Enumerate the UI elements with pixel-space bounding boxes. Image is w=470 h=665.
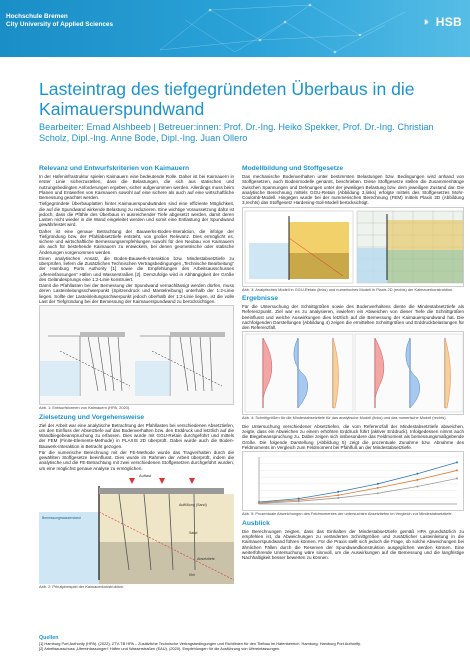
paragraph: Damit die Pfahllasten bei der Bemessung der Spundwand vernachlässigt werden dürfen, muss deren Lasteinleitungsschwerpunkt (Spitzendruck und Mantelreibung) unterhalb der 1:2-Linie liegen. Sollte der Lasteinleitungsschwerpunkt jedoch oberhalb der 1:2-Linie liegen, ist die volle Last der Tiefgründung bei der Bemessung der Kaimauerspundwand zu berücksichtigen. bbox=[39, 283, 234, 304]
references bbox=[39, 635, 464, 651]
institution-line1: Hochschule Bremen bbox=[6, 13, 68, 20]
heading-zielsetzung: Zielsetzung und Vorgehensweise bbox=[39, 413, 145, 421]
series-point-0 bbox=[416, 473, 418, 475]
series-point-2 bbox=[416, 486, 418, 488]
heading-relevanz: Relevanz und Entwurfskriterien von Kaimauern bbox=[39, 165, 190, 172]
figure2-caption: Abb. 2: Prinzipbeispiel der Kaimauerkonstruktion. bbox=[39, 583, 124, 589]
paragraph: Die Untersuchung verschiedener Absetztiefen, die vom Referenzfall der Mindestabsetztiefe abweichen, zeigte, dass ein Abweichen zu einem erhöhten Erddruck führt (aktiver Erddruck). Infolgedessen nimmt auch die Biegebeanspruchung zu. Dabei zeigen sich insbesondere das Feldmoment als bemessungsmaßgebende Größe. Die folgende Darstellung (Abbildung 5) zeigt die prozentuale Zunahme bzw. Abnahme des Feldmoments im Vergleich zum Feldmoment bei Pfahlfuß an der Mindestabsetztiefe. bbox=[242, 423, 464, 450]
figure5-caption: Abb. 5: Prozentuale Abweichungen des Feldmomentes der untersuchten Absetztiefen im Vergleich zur Mindestabsetztiefe. bbox=[242, 511, 453, 517]
figure3-caption: Abb. 3: Analytisches Modell in GGU-Retain (links) und numerisches Modell in Plaxis 2D (rechts) der Kaimauerkonstruktion. bbox=[242, 286, 454, 292]
series-point-0 bbox=[456, 462, 458, 464]
paragraph: Für die numerische Berechnung mit der FE-Methode wurde das Tragverhalten durch die gewählten Stoffgesetze beeinflusst. Dies wurde im Rahmen der Arbeit überprüft, indem die analytische und die FE-Betrachtung mit zwei verschiedenen Stoffgesetzen durchgeführt wurden, um eine möglichst genaue Analyse zu ermöglichen. bbox=[39, 449, 234, 471]
principle-sketch-drawing bbox=[39, 472, 234, 584]
logo-text: HSB bbox=[435, 15, 462, 29]
left-column bbox=[39, 165, 234, 592]
series-point-0 bbox=[337, 491, 339, 493]
page-title: Lasteintrag des tiefgegründeten Überbaus in die Kaimauerspundwand bbox=[39, 79, 415, 119]
figure-principle-sketch bbox=[39, 472, 234, 584]
reference-item: [1] Hamburg Port Authority (HPA). (2022). ZTV-TB HPA – Zusätzliche Technische Vertragsbedingungen und Richtlinien für den Tiefbau im Hafenbereich. Hamburg: Hamburg Port Authority. bbox=[39, 641, 361, 646]
authors-line: Bearbeiter: Emad Alshbeeb | Betreuer:innen: Prof. Dr.-Ing. Heiko Spekker, Prof. Dr.-Ing. Christian Scholz, Dipl.-Ing. Anne Bode, Dipl.-Ing. Juan Ollero bbox=[39, 122, 434, 144]
series-point-1 bbox=[416, 479, 418, 481]
heading-modellbildung: Modellbildung und Stoffgesetze bbox=[242, 165, 344, 172]
label-wasserstand: Bemessungswasserstand bbox=[42, 515, 81, 520]
figure-models bbox=[242, 207, 464, 287]
label-auffuellung: Auffüllung (Sand) bbox=[179, 502, 207, 507]
series-point-1 bbox=[377, 487, 379, 489]
series-point-1 bbox=[337, 494, 339, 496]
paragraph: Einen analytischen Ansatz, die Boden-Bauwerk-Interaktion bzw. Mindestabsetztiefe zu überprüfen, liefern die Zusätzlichen Technischen Vertragsbedingungen „Technische Bearbeitung“ der Hamburg Ports Authority [1] sowie die Empfehlungen des Arbeitsausschusses „Ufereinfassungen“ Häfen und Wasserstraßen [2]. Demzufolge wird in Abhängigkeit der Größe des Geländesprungs eine 1:2-Linie konstruiert. bbox=[39, 255, 234, 282]
figure4-caption: Abb. 4: Schnittgrößen für die Mindestabsetztiefe für das analytische Modell (links) und das numerische Modell (rechts). bbox=[242, 415, 447, 421]
paragraph: Daher ist eine genaue Betrachtung der Bauwerks-Boden-Interaktion, die infolge der Tiefgründung bzw. der Pfahlabsetztiefe entsteht, von großer Relevanz. Dies ermöglicht es, sichere und wirtschaftliche Bemessungsempfehlungen sowohl für den Neubau von Kaimauern als auch für bestehende Kaimauern zu entwickeln, bei denen geometrische oder statische Änderungen vorgenommen werden. bbox=[39, 228, 234, 255]
series-point-2 bbox=[456, 478, 458, 480]
figure1-caption: Abb. 1: Entwurfsformen von Kaimauern (HPA, 2020). bbox=[39, 405, 131, 410]
series-point-1 bbox=[456, 470, 458, 472]
moment-deviation-chart bbox=[243, 452, 464, 510]
paragraph: Tiefgegründete Überbauplatten hinter Kaimauerspundwänden sind eine effiziente Möglichkeit, die auf die Spundwand wirkende Belastung zu reduzieren. Eine wichtige Voraussetzung dafür ist jedoch, dass die Pfähle des Überbaus in ausreichender Tiefe abgesetzt werden, damit deren Lasten nicht wieder in die Wand eingeleitet werden und somit eine Entlastung der Spundwand gewährleistet wird. bbox=[39, 201, 234, 228]
references-heading: Quellen bbox=[39, 635, 59, 641]
paragraph: In der Hafeninfrastruktur spielen Kaimauern eine bedeutende Rolle. Daher ist bei Kaimauern in erster Linie sicherzustellen, dass die Belastungen, die sich aus statischen und nutzungsbedingten Anforderungen ergeben, sicher aufgenommen werden. Allerdings muss beim Planen und Entwerfen von Kaimauern sowohl auf eine sichere als auch auf eine wirtschaftliche Bemessung geachtet werden. bbox=[39, 174, 234, 200]
figure-quay-wall-types bbox=[39, 305, 234, 405]
paragraph: Die Berechnungen zeigten, dass das Einhalten der Mindestabsetztiefe gemäß HPA grundsätzlich zu empfehlen ist, da Abweichungen zu veränderten Schnittgrößen und zusätzlicher Lasteinleitung in die Kaimauerspundwand führen können. Für die Praxis stellt sich jedoch die Frage, ob solche Abweichungen bei ähnlichen Fällen durch die Reserven der Spundwandkonstruktion ausgeglichen werden können. Eine weiterführende Untersuchung wäre sinnvoll, um die Auswirkungen auf die Bemessung und die langfristige Nachhaltigkeit besser bewerten zu können. bbox=[242, 528, 464, 561]
figure-moment-chart bbox=[242, 451, 464, 511]
heading-ergebnisse: Ergebnisse bbox=[242, 295, 279, 303]
label-auflast: Auflast bbox=[139, 472, 152, 478]
header-band bbox=[0, 0, 470, 57]
figure-internal-forces bbox=[242, 331, 464, 415]
series-line-0 bbox=[259, 463, 457, 503]
paragraph: Ziel der Arbeit war eine analytische Betrachtung der Pfahllasten bei verschiedenen Absetztiefen, um den Einfluss der Absetztiefe auf das Bodenverhalten bzw. den Erddruck und letztlich auf die Wandbiegebeanspruchung zu erfassen. Dies wurde mit GGU-Retain durchgeführt und mittels der FEM (Finite-Elemente-Methode) in PLAXIS 2D überprüft. Dabei wurde auch die Boden-Bauwerk-Interaktion in Betracht gezogen. bbox=[39, 422, 234, 449]
series-point-2 bbox=[258, 503, 260, 505]
models-drawing bbox=[243, 208, 464, 286]
series-point-2 bbox=[337, 497, 339, 499]
paragraph: Das mechanische Bodenverhalten unter bestimmten Belastungen bzw. Bedingungen wird anhand von Stoffgesetzen, auch Bodenmodelle genannt, beschrieben. Diese Stoffgesetze stellen die Zusammenhänge zwischen Spannungen und Dehnungen unter der jeweiligen Belastung bzw. dem jeweiligen Zustand dar. Die analytische Berechnung mittels GGU-Retain (Abbildung 3,links) erfolgte mittels des Stoffgesetzes Mohr-Coulomb-Modell. Hingegen wurde bei der nummerischen Berechnung (FEM) mittels Plaxis 2D (Abbildung 3,rechts) das Stoffgesetz Hardening-Soil-Modell berücksichtigt. bbox=[242, 174, 464, 206]
series-point-0 bbox=[377, 483, 379, 485]
institution-line2: City University of Applied Sciences bbox=[6, 20, 114, 28]
network-pattern bbox=[150, 0, 410, 57]
label-sand: Sand bbox=[189, 530, 198, 535]
quay-wall-drawing bbox=[40, 306, 234, 404]
series-line-1 bbox=[259, 471, 457, 503]
reference-item: [2] Arbeitsausschuss „Ufereinfassungen“ Häfen und Wasserstraßen (EAU). (2020). Empfehlungen für die Ausführung von Ufereinfassungen. bbox=[39, 645, 281, 651]
heading-ausblick: Ausblick bbox=[242, 519, 270, 527]
label-absetztiefe: Absetztiefe bbox=[197, 556, 215, 561]
series-point-2 bbox=[377, 492, 379, 494]
series-point-2 bbox=[298, 501, 300, 503]
right-column bbox=[242, 165, 464, 561]
internal-forces-drawing bbox=[243, 332, 464, 414]
label-klei: Klei bbox=[189, 572, 195, 577]
institution-name bbox=[6, 13, 113, 28]
paragraph: Für die Untersuchung der Schnittgrößen sowie des Bodenverhaltens diente die Mindestabsetztiefe als Referenzpunkt. Ziel war es zu analysieren, inwiefern ein Abweichen von dieser Tiefe die Schnittgrößen beeinflusst und welche Auswirkungen dies letztlich auf die Bemessung der Kaimauerspundwand hat. Die nachfolgenden Darstellungen (Abbildung 4) zeigen die ermittelten Schnittgrößen und Erddruckbelastungen für den Referenzfall. bbox=[242, 304, 464, 331]
